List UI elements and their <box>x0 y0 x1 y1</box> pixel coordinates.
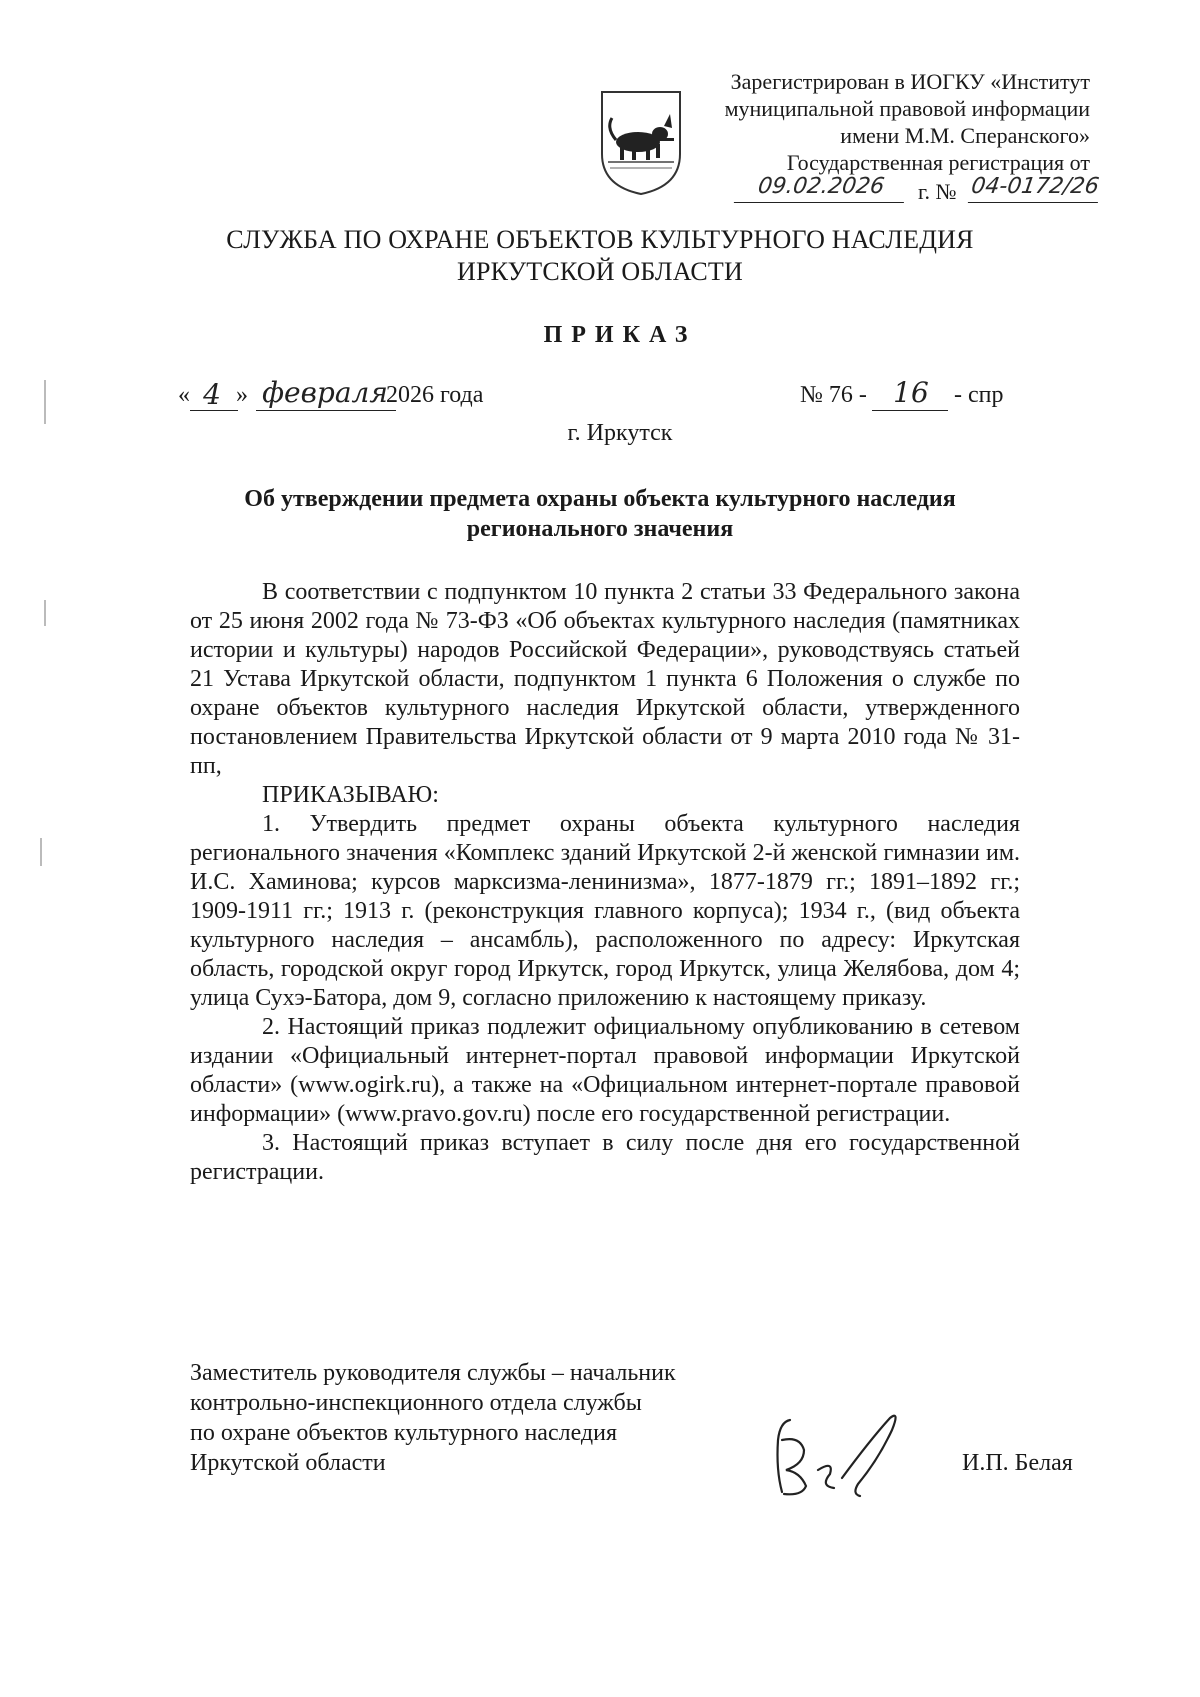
registration-number-label: г. № <box>918 179 957 204</box>
babr-animal-icon <box>610 114 674 160</box>
title-line-1: Об утверждении предмета охраны объекта культурного наследия <box>244 486 956 512</box>
document-type: ПРИКАЗ <box>543 322 697 348</box>
signatory-line-1: Заместитель руководителя службы – начальник <box>190 1360 676 1386</box>
date-number-row <box>178 376 1058 416</box>
coat-of-arms-emblem <box>598 88 684 196</box>
city: г. Иркутск <box>567 420 673 446</box>
order-year: 2026 года <box>386 382 484 408</box>
scan-artifact <box>40 838 42 866</box>
order-number-suffix: - спр <box>954 382 1004 408</box>
registration-line-2: муниципальной правовой информации <box>724 96 1090 121</box>
organization-header <box>150 224 1050 288</box>
day-underline <box>190 410 238 411</box>
handwritten-signature <box>760 1400 910 1510</box>
order-number-prefix: № 76 - <box>800 382 867 408</box>
registration-line-3: имени М.М. Сперанского» <box>840 123 1090 148</box>
organization-line-1: СЛУЖБА ПО ОХРАНЕ ОБЪЕКТОВ КУЛЬТУРНОГО НАСЛЕДИЯ <box>226 225 974 254</box>
month-underline <box>256 410 396 411</box>
signatory-position <box>190 1358 750 1478</box>
registration-date: 09.02.2026 <box>734 172 908 203</box>
signatory-line-2: контрольно-инспекционного отдела службы <box>190 1390 642 1416</box>
organization-line-2: ИРКУТСКОЙ ОБЛАСТИ <box>456 257 743 286</box>
scan-artifact <box>44 600 46 626</box>
item-3-paragraph: 3. Настоящий приказ вступает в силу после дня его государственной регистрации. <box>190 1130 1020 1185</box>
preamble-paragraph: В соответствии с подпунктом 10 пункта 2 статьи 33 Федерального закона от 25 июня 2002 года № 73-ФЗ «Об объектах культурного наследия (памятниках истории и культуры) народов Российской Федерации», руководствуясь статьей 21 Устава Иркутской области, подпунктом 1 пункта 6 Положения о службе по охране объектов культурного наследия Иркутской области, утвержденного постановлением Правительства Иркутской области от 9 марта 2010 года № 31-пп, <box>190 579 1020 779</box>
registration-line-1: Зарегистрирован в ИОГКУ «Институт <box>730 69 1090 94</box>
signatory-name: И.П. Белая <box>962 1450 1073 1476</box>
quote-close: » <box>236 382 248 408</box>
title-line-2: регионального значения <box>466 516 734 542</box>
item-1-paragraph: 1. Утвердить предмет охраны объекта культурного наследия регионального значения «Комплекс зданий Иркутской 2-й женской гимназии им. И.С. Хаминова; курсов марксизма-ленинизма», 1877-1879 гг.; 1891–1892 гг.; 1909-1911 гг.; 1913 г. (реконструкция главного корпуса); 1934 г., (вид объекта культурного наследия – ансамбль), расположенного по адресу: Иркутская область, городской округ город Иркутск, город Иркутск, улица Желябова, дом 4; улица Сухэ-Батора, дом 9, согласно приложению к настоящему приказу. <box>190 811 1020 1011</box>
scan-artifact <box>44 380 46 424</box>
registration-number: 04-0172/26 <box>968 172 1102 203</box>
registration-line-4: Государственная регистрация от <box>786 150 1090 175</box>
order-day: 4 <box>203 378 221 411</box>
order-word: ПРИКАЗЫВАЮ: <box>262 782 439 808</box>
order-number: 16 <box>893 376 929 409</box>
quote-open: « <box>178 382 190 408</box>
signatory-line-3: по охране объектов культурного наследия <box>190 1420 618 1446</box>
number-underline <box>872 410 948 411</box>
order-month: февраля <box>262 376 388 409</box>
item-2-paragraph: 2. Настоящий приказ подлежит официальному опубликованию в сетевом издании «Официальный интернет-портал правовой информации Иркутской области» (www.ogirk.ru), а также на «Официальном интернет-портале правовой информации» (www.pravo.gov.ru) после его государственной регистрации. <box>190 1014 1020 1127</box>
registration-stamp <box>690 68 1101 204</box>
document-title <box>180 484 1020 544</box>
signatory-line-4: Иркутской области <box>190 1450 386 1476</box>
document-body <box>190 578 1020 1187</box>
